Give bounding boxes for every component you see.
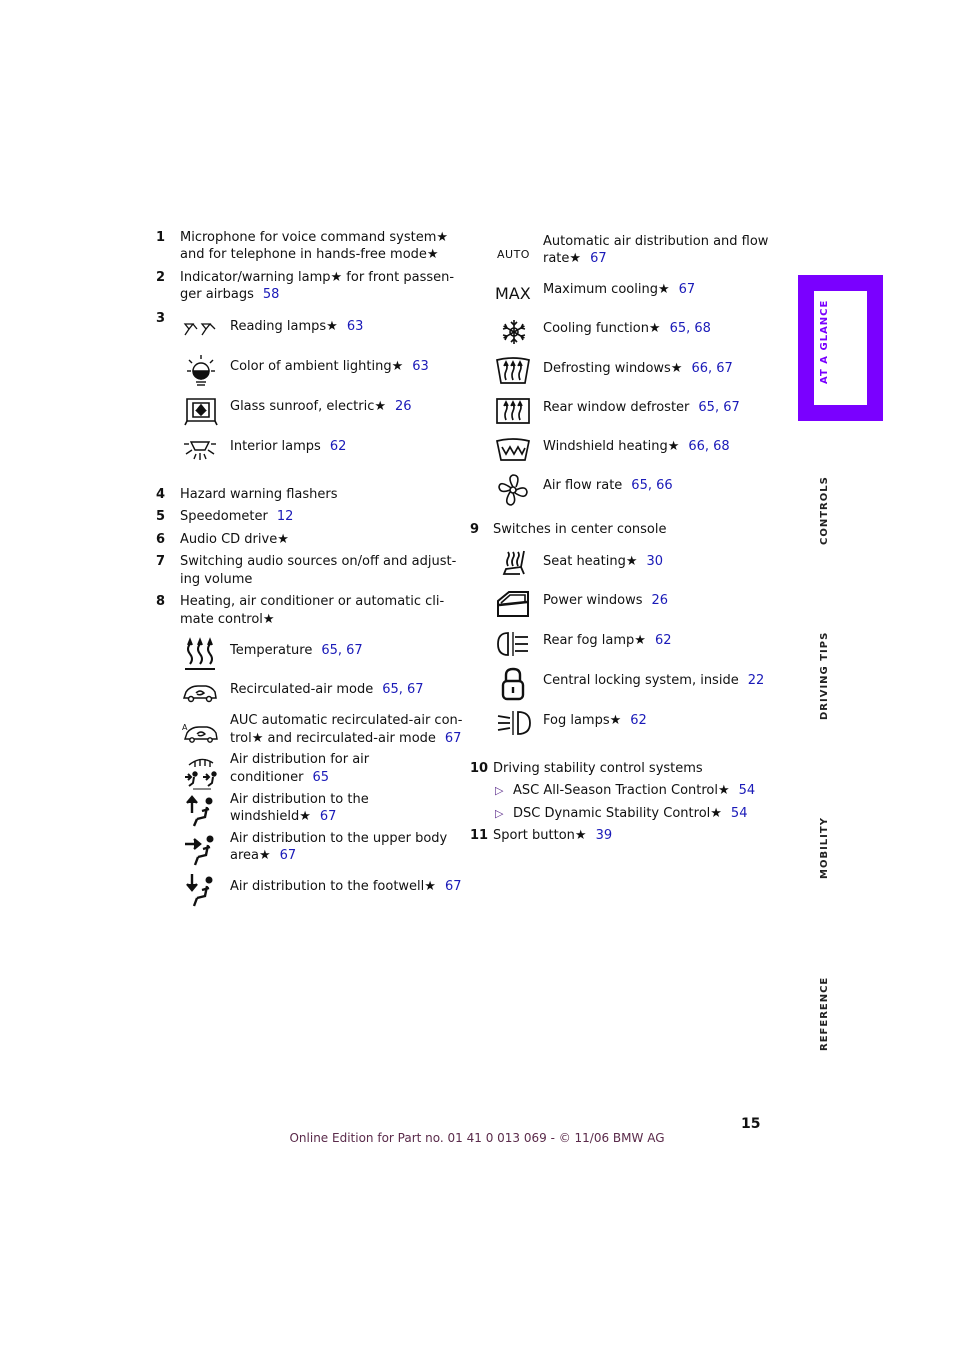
auc-text-1: AUC automatic recirculated-air con- bbox=[230, 713, 463, 728]
central-locking-text: Central locking system, inside 22 bbox=[543, 673, 765, 688]
recirculated-air-icon bbox=[182, 682, 218, 704]
page-link[interactable]: 67 bbox=[444, 879, 462, 894]
page-link[interactable]: 62 bbox=[630, 713, 647, 728]
power-window-icon bbox=[495, 589, 531, 619]
ambient-lighting-text: Color of ambient lighting★ 63 bbox=[230, 359, 429, 374]
snowflake-icon bbox=[500, 318, 528, 346]
page-link[interactable]: 65, 68 bbox=[669, 321, 711, 336]
item-number: 7 bbox=[156, 554, 166, 569]
windshield-distribution-text-1: Air distribution to the bbox=[230, 792, 369, 807]
airbag-lamp-text-1: Indicator/warning lamp★ for front passen- bbox=[180, 270, 455, 285]
fog-lamp-icon bbox=[496, 708, 532, 738]
ambient-light-icon bbox=[184, 352, 218, 388]
microphone-text-1: Microphone for voice command system★ bbox=[180, 230, 449, 245]
cd-drive-text: Audio CD drive★ bbox=[180, 532, 289, 547]
power-windows-text: Power windows 26 bbox=[543, 593, 669, 608]
page-link[interactable]: 67 bbox=[590, 251, 607, 266]
page-link[interactable]: 54 bbox=[738, 783, 756, 798]
fog-lamps-text: Fog lamps★ 62 bbox=[543, 713, 647, 728]
tab-at-a-glance[interactable]: AT A GLANCE bbox=[819, 299, 830, 384]
asc-text: ASC All-Season Traction Control★ 54 bbox=[513, 783, 756, 798]
windshield-distribution-icon bbox=[183, 793, 219, 829]
bullet-triangle-icon: ▷ bbox=[495, 784, 504, 797]
page-link[interactable]: 12 bbox=[276, 509, 294, 524]
page-link[interactable]: 30 bbox=[646, 554, 664, 569]
windshield-heating-icon bbox=[495, 437, 531, 463]
temperature-icon bbox=[183, 636, 217, 672]
air-distribution-text-1: Air distribution for air bbox=[230, 752, 370, 767]
page-link[interactable]: 66, 67 bbox=[691, 361, 733, 376]
seat-heating-icon bbox=[500, 548, 530, 578]
item-number: 5 bbox=[156, 509, 166, 524]
center-console-text: Switches in center console bbox=[493, 522, 667, 537]
tab-driving-tips[interactable]: DRIVING TIPS bbox=[819, 631, 830, 720]
item-number: 8 bbox=[156, 594, 166, 609]
max-icon: MAX bbox=[495, 284, 531, 303]
page-link[interactable]: 65, 66 bbox=[631, 478, 673, 493]
page-link[interactable]: 65, 67 bbox=[321, 643, 363, 658]
page-link[interactable]: 58 bbox=[262, 287, 280, 302]
rear-fog-lamp-text: Rear fog lamp★ 62 bbox=[543, 633, 672, 648]
item-number: 11 bbox=[470, 828, 489, 843]
stability-control-text: Driving stability control systems bbox=[493, 761, 703, 776]
item-number: 6 bbox=[156, 532, 166, 547]
upper-body-distribution-icon bbox=[183, 832, 219, 868]
windshield-heating-text: Windshield heating★ 66, 68 bbox=[543, 439, 730, 454]
hazard-text: Hazard warning flashers bbox=[180, 487, 338, 502]
upper-body-distribution-text-1: Air distribution to the upper body bbox=[230, 831, 448, 846]
interior-lamps-text: Interior lamps 62 bbox=[230, 439, 347, 454]
page-link[interactable]: 26 bbox=[651, 593, 669, 608]
lock-icon bbox=[500, 666, 526, 702]
page-link[interactable]: 67 bbox=[444, 731, 462, 746]
bullet-triangle-icon: ▷ bbox=[495, 807, 504, 820]
microphone-text-2: and for telephone in hands-free mode★ bbox=[180, 247, 439, 262]
audio-sources-text-2: ing volume bbox=[180, 572, 253, 587]
auc-icon bbox=[181, 722, 219, 744]
item-number: 10 bbox=[470, 761, 489, 776]
item-number: 1 bbox=[156, 230, 166, 245]
windshield-distribution-text-2: windshield★ 67 bbox=[230, 809, 337, 824]
air-distribution-text-2: conditioner 65 bbox=[230, 770, 329, 785]
page-link[interactable]: 65 bbox=[312, 770, 329, 785]
air-distribution-icon bbox=[181, 753, 221, 791]
sport-button-text: Sport button★ 39 bbox=[493, 828, 613, 843]
sunroof-icon bbox=[183, 393, 219, 427]
defrosting-windows-text: Defrosting windows★ 66, 67 bbox=[543, 361, 733, 376]
tab-controls[interactable]: CONTROLS bbox=[819, 476, 830, 545]
reading-lamps-text: Reading lamps★ 63 bbox=[230, 319, 364, 334]
rear-defroster-text: Rear window defroster 65, 67 bbox=[543, 400, 740, 415]
page-link[interactable]: 65, 67 bbox=[698, 400, 740, 415]
seat-heating-text: Seat heating★ 30 bbox=[543, 554, 664, 569]
sunroof-text: Glass sunroof, electric★ 26 bbox=[230, 399, 412, 414]
page-number: 15 bbox=[741, 1116, 761, 1132]
dsc-text: DSC Dynamic Stability Control★ 54 bbox=[513, 806, 748, 821]
page-link[interactable]: 62 bbox=[329, 439, 347, 454]
interior-lamp-icon bbox=[182, 436, 218, 464]
page-link[interactable]: 62 bbox=[654, 633, 672, 648]
fan-icon bbox=[497, 473, 529, 507]
rear-defroster-icon bbox=[495, 396, 531, 426]
page-link[interactable]: 65, 67 bbox=[382, 682, 424, 697]
speedometer-text: Speedometer 12 bbox=[180, 509, 294, 524]
page-link[interactable]: 67 bbox=[678, 282, 696, 297]
auto-icon: AUTO bbox=[497, 248, 530, 261]
climate-text-1: Heating, air conditioner or automatic cli- bbox=[180, 594, 445, 609]
reading-lamp-icon bbox=[182, 318, 218, 338]
rear-fog-lamp-icon bbox=[496, 629, 532, 659]
item-number: 4 bbox=[156, 487, 166, 502]
page-link[interactable]: 54 bbox=[730, 806, 748, 821]
page-link[interactable]: 67 bbox=[319, 809, 337, 824]
upper-body-distribution-text-2: area★ 67 bbox=[230, 848, 297, 863]
item-number: 3 bbox=[156, 311, 166, 326]
defrost-icon bbox=[495, 356, 531, 386]
max-cooling-text: Maximum cooling★ 67 bbox=[543, 282, 696, 297]
auto-text-1: Automatic air distribution and flow bbox=[543, 234, 769, 249]
tab-mobility[interactable]: MOBILITY bbox=[819, 817, 830, 879]
footer-text: Online Edition for Part no. 01 41 0 013 069 - © 11/06 BMW AG bbox=[289, 1131, 665, 1145]
page-link[interactable]: 22 bbox=[747, 673, 765, 688]
temperature-text: Temperature 65, 67 bbox=[230, 643, 363, 658]
cooling-text: Cooling function★ 65, 68 bbox=[543, 321, 711, 336]
climate-text-2: mate control★ bbox=[180, 612, 275, 627]
page-link[interactable]: 63 bbox=[346, 319, 364, 334]
air-flow-text: Air flow rate 65, 66 bbox=[543, 478, 673, 493]
tab-reference[interactable]: REFERENCE bbox=[819, 976, 830, 1051]
auc-text-2: trol★ and recirculated-air mode 67 bbox=[230, 731, 462, 746]
page-link[interactable]: 66, 68 bbox=[688, 439, 730, 454]
footwell-distribution-text: Air distribution to the footwell★ 67 bbox=[230, 879, 462, 894]
item-number: 2 bbox=[156, 270, 166, 285]
svg-text:A: A bbox=[182, 723, 188, 732]
auto-text-2: rate★ 67 bbox=[543, 251, 607, 266]
recirculated-air-text: Recirculated-air mode 65, 67 bbox=[230, 682, 424, 697]
page-link[interactable]: 39 bbox=[595, 828, 613, 843]
page-link[interactable]: 26 bbox=[395, 399, 412, 414]
page-link[interactable]: 67 bbox=[279, 848, 297, 863]
airbag-lamp-text-2: ger airbags 58 bbox=[180, 287, 280, 302]
footwell-distribution-icon bbox=[183, 871, 219, 909]
audio-sources-text-1: Switching audio sources on/off and adjust- bbox=[180, 554, 457, 569]
item-number: 9 bbox=[470, 522, 480, 537]
page-link[interactable]: 63 bbox=[412, 359, 429, 374]
